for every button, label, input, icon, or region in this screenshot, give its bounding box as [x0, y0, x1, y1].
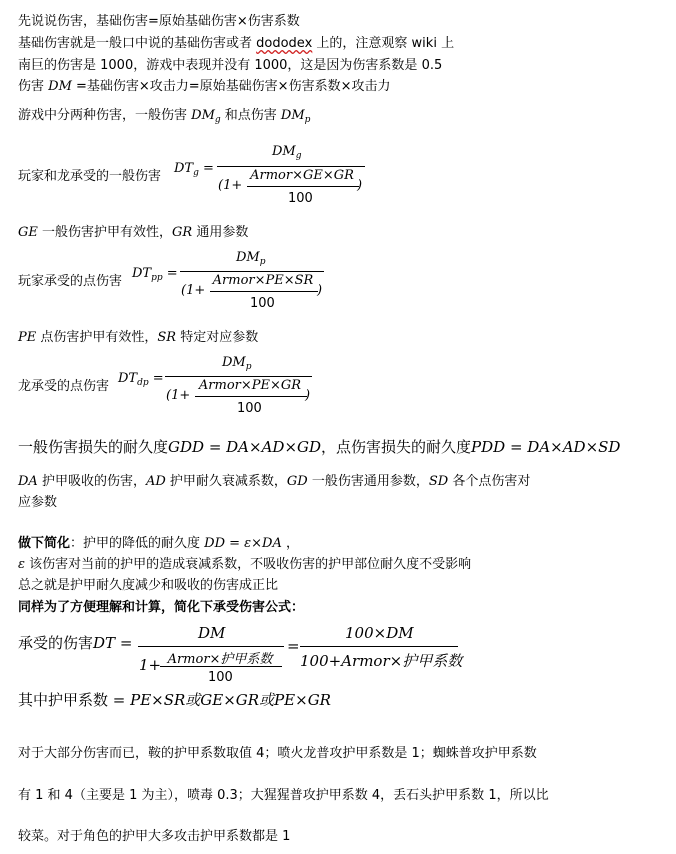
- intro-line-3: 南巨的伤害是 1000，游戏中表现并没有 1000，这是因为伤害系数是 0.5: [18, 58, 443, 73]
- f4-inner-num: Armor×护甲系数: [167, 652, 273, 667]
- f3-inner-num: Armor×PE×GR: [198, 378, 302, 393]
- para-line-1: 对于大部分伤害而已，鞍的护甲系数取值 4；喷火龙普攻护甲系数是 1；蜘蛛普攻护甲系数: [18, 746, 537, 761]
- dmp-symbol: DM: [280, 108, 305, 123]
- f2-one-plus: (1+: [181, 283, 206, 298]
- f3-inner-den: 100: [237, 401, 262, 416]
- ad-symbol: AD: [145, 474, 166, 489]
- simplify-tail: ，: [281, 536, 299, 551]
- f3-numerator: [222, 355, 252, 372]
- simplify-rest: ：护甲的降低的耐久度: [70, 536, 205, 551]
- f2-note-d: 特定对应参数: [176, 330, 259, 345]
- coef-formula: = PE×SR或GE×GR或PE×GR: [108, 691, 331, 709]
- f3-label: 龙承受的点伤害: [18, 379, 110, 394]
- gd-symbol: GD: [286, 474, 308, 489]
- f1-one-plus: (1+: [218, 178, 243, 193]
- f1-main-bar: [217, 166, 365, 167]
- f1-note-b: 一般伤害护甲有效性，: [37, 225, 173, 240]
- f4-inner-bar: [160, 666, 282, 667]
- f1-lhs: $DT_g$ =: [174, 161, 214, 178]
- sd-symbol: SD: [428, 474, 449, 489]
- f4-label: 承受的伤害DT =: [18, 634, 133, 652]
- f4-rhs-bar: [300, 646, 458, 647]
- f2-inner-bar: [210, 291, 318, 292]
- f3-close: ): [305, 388, 311, 403]
- f2-numerator: [236, 250, 266, 267]
- sr-symbol: SR: [157, 330, 177, 345]
- same-bold-line: 同样为了方便理解和计算，简化下承受伤害公式：: [18, 600, 305, 615]
- dododex-link[interactable]: dododex: [256, 36, 313, 51]
- f2-note-b: 点伤害护甲有效性，: [36, 330, 158, 345]
- ge-symbol: GE: [18, 225, 38, 240]
- summary-line: 总之就是护甲耐久度减少和吸收的伤害成正比: [18, 578, 279, 593]
- intro-line-2: [18, 32, 454, 51]
- f4-inner-den: 100: [208, 670, 233, 685]
- f4-lhs: DT: [93, 634, 116, 652]
- intro-line-5: [18, 104, 310, 125]
- f1-numerator: [272, 144, 302, 161]
- dd-formula: DD = ε×DA: [204, 536, 282, 551]
- f2-note: [18, 326, 258, 345]
- intro-line-5-a: 游戏中分两种伤害，一般伤害: [18, 108, 192, 123]
- f1-label: 玩家和龙承受的一般伤害: [18, 169, 162, 184]
- durability-line: [18, 436, 620, 457]
- intro-line-1: 先说说伤害，基础伤害=原始基础伤害×伤害系数: [18, 14, 300, 29]
- dmg-symbol: DM: [191, 108, 215, 123]
- durability-c: ，点伤害损失的耐久度: [321, 438, 472, 456]
- f2-num-symbol: DM: [236, 250, 260, 265]
- f2-inner-den: 100: [250, 296, 275, 311]
- f1-note: [18, 221, 248, 240]
- f3-one-plus: (1+: [166, 388, 191, 403]
- f2-lhs: $DT_{pp}$ =: [132, 266, 178, 283]
- gdd-formula: GDD = DA×AD×GD: [168, 438, 322, 456]
- f2-lhs-sub: pp: [151, 273, 163, 283]
- f2-lhs-symbol: DT: [132, 266, 152, 281]
- intro-line-2-a: 基础伤害就是一般口中说的基础伤害或者: [18, 36, 257, 51]
- f1-inner-bar: [247, 186, 359, 187]
- f1-close: ): [357, 178, 363, 193]
- f3-num-symbol: DM: [222, 355, 246, 370]
- f2-inner-num: Armor×PE×SR: [212, 273, 314, 288]
- intro-line-4-a: 伤害: [18, 79, 49, 94]
- coef-line: [18, 689, 331, 710]
- simplify-line: [18, 532, 299, 551]
- f3-lhs-symbol: DT: [118, 371, 138, 386]
- epsilon-desc: 该伤害对当前的护甲的造成衰减系数，不吸收伤害的护甲部位耐久度不受影响: [24, 557, 472, 572]
- dmg-sub: g: [214, 115, 221, 125]
- f2-main-bar: [180, 271, 324, 272]
- f2-close: ): [317, 283, 323, 298]
- dur-note-h: 各个点伤害对: [448, 474, 531, 489]
- dur-note-d: 护甲耐久衰减系数，: [165, 474, 287, 489]
- f4-one-plus: 1+: [139, 656, 162, 674]
- epsilon-symbol: ε: [18, 557, 25, 572]
- f1-inner-num: Armor×GE×GR: [250, 168, 354, 183]
- f4-rhs-num: 100×DM: [345, 624, 414, 642]
- f4-rhs-den: 100+Armor×护甲系数: [300, 652, 463, 670]
- f3-num-sub: p: [245, 362, 252, 372]
- f2-label: 玩家承受的点伤害: [18, 274, 123, 289]
- gr-symbol: GR: [172, 225, 193, 240]
- f1-num-sub: g: [295, 151, 302, 161]
- simplify-bold: 做下简化: [18, 536, 71, 551]
- intro-line-4: [18, 75, 390, 94]
- dur-note-f: 一般伤害通用参数，: [307, 474, 429, 489]
- da-symbol: DA: [18, 474, 38, 489]
- dur-note-b: 护甲吸收的伤害，: [37, 474, 146, 489]
- f1-lhs-symbol: DT: [174, 161, 194, 176]
- durability-a: 一般伤害损失的耐久度: [18, 438, 169, 456]
- dur-note-2: 应参数: [18, 495, 58, 510]
- intro-line-4-b: =基础伤害×攻击力=原始基础伤害×伤害系数×攻击力: [71, 79, 391, 94]
- epsilon-line: [18, 553, 471, 572]
- f1-inner-den: 100: [288, 191, 313, 206]
- f3-inner-bar: [195, 396, 307, 397]
- intro-line-2-b: 上的，注意观察 wiki 上: [312, 36, 455, 51]
- dm-symbol: DM: [48, 79, 72, 94]
- f1-num-symbol: DM: [272, 144, 296, 159]
- f2-num-sub: p: [259, 257, 266, 267]
- f4-label-text: 承受的伤害: [18, 634, 94, 652]
- para-line-3: 较菜。对于角色的护甲大多攻击护甲系数都是 1: [18, 829, 291, 844]
- dmp-sub: p: [304, 115, 311, 125]
- f3-lhs: $DT_{dp}$ =: [118, 371, 164, 388]
- f4-numerator: DM: [198, 624, 226, 642]
- f3-lhs-sub: dp: [137, 378, 149, 388]
- f1-lhs-sub: g: [193, 168, 199, 178]
- f4-equals: =: [287, 637, 300, 655]
- dur-note-1: [18, 470, 530, 489]
- f1-note-d: 通用参数: [192, 225, 249, 240]
- f4-main-bar: [138, 646, 284, 647]
- para-line-2: 有 1 和 4（主要是 1 为主），喷毒 0.3；大猩猩普攻护甲系数 4，丢石头护甲系数 1，所以比: [18, 788, 549, 803]
- intro-line-5-b: 和点伤害: [220, 108, 281, 123]
- coef-label: 其中护甲系数: [18, 691, 109, 709]
- pe-symbol: PE: [18, 330, 37, 345]
- f3-main-bar: [165, 376, 312, 377]
- pdd-formula: PDD = DA×AD×SD: [471, 438, 621, 456]
